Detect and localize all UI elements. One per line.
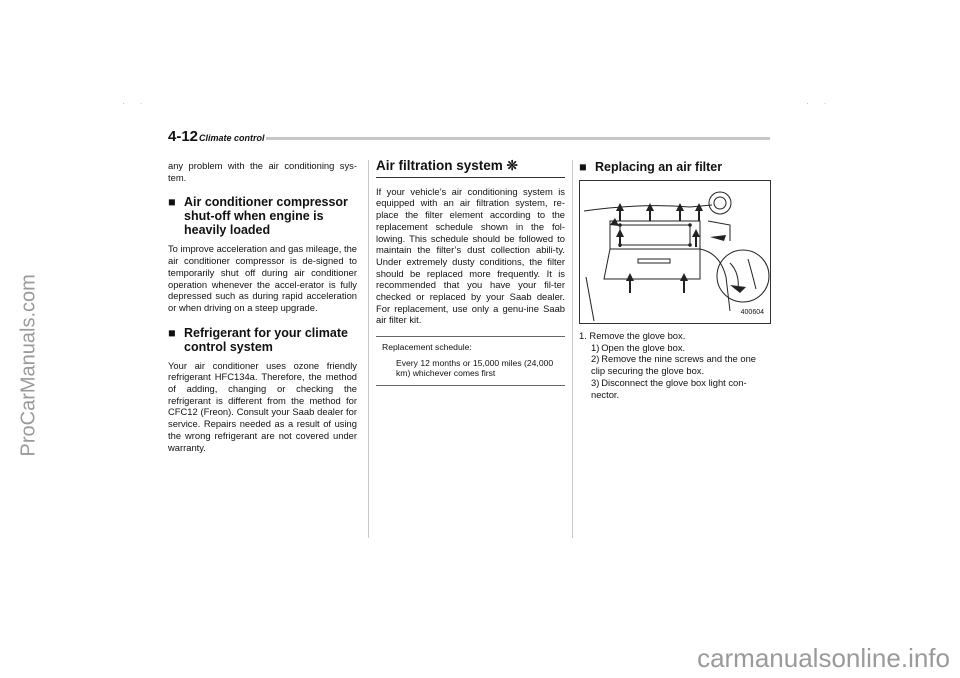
step-1-2: 2) Remove the nine screws and the one clip securing the glove box. <box>591 353 756 377</box>
column-3 <box>579 160 769 400</box>
square-bullet-icon: ■ <box>579 160 587 174</box>
option-symbol-icon: ❊ <box>506 158 518 173</box>
crop-mark: · · <box>122 98 149 108</box>
column-divider <box>572 160 573 538</box>
step-1: 1. Remove the glove box. <box>579 330 686 341</box>
intro-paragraph: any problem with the air conditioning sys-tem. <box>168 160 357 183</box>
column-1 <box>168 160 357 453</box>
crop-mark: · · <box>806 98 833 108</box>
replacing-filter-heading-text: Replacing an air filter <box>595 160 723 174</box>
refrigerant-heading-text: Refrigerant for your climate control system <box>184 325 348 354</box>
air-filtration-heading-text: Air filtration system <box>376 158 503 173</box>
schedule-label: Replacement schedule: <box>382 342 472 353</box>
replacement-schedule-box <box>376 336 565 386</box>
air-filtration-heading <box>376 160 565 178</box>
compressor-heading <box>168 195 357 237</box>
glove-box-illustration <box>579 180 771 324</box>
step-1-1: 1) Open the glove box. <box>591 341 686 353</box>
compressor-paragraph: To improve acceleration and gas mileage, the air conditioner compressor is de-signed to temporarily shut off during air conditioner operation whenever the accel-erator is fully depressed such as during rapid acceleration or when driving on a steep upgrade. <box>168 243 357 313</box>
glove-box-drawing <box>580 181 770 323</box>
section-title: Climate control <box>199 133 265 143</box>
square-bullet-icon: ■ <box>168 325 176 340</box>
column-2 <box>376 160 565 386</box>
air-filtration-paragraph: If your vehicle’s air conditioning system is equipped with an air filtration system, re-place the filter element according to the replacement schedule shown in the fol-lowing. This schedule should be followed to maintain the filter’s dust collection abili-ty. Under extremely dusty conditions, the filter should be replaced more frequently. It is recommended that you have your fil-ter checked or replaced by your Saab dealer. For replacement, use only a genu-ine Saab air filter kit. <box>376 185 565 326</box>
refrigerant-heading <box>168 326 357 354</box>
page-number: 4-12 <box>168 128 199 145</box>
bottom-watermark: carmanualsonline.info <box>697 643 950 673</box>
compressor-heading-text: Air conditioner compressor shut-off when engine is heavily loaded <box>184 195 348 238</box>
schedule-detail: Every 12 months or 15,000 miles (24,000 km) whichever comes first <box>396 357 554 379</box>
side-watermark: ProCarManuals.com <box>17 274 40 457</box>
removal-steps <box>579 330 769 400</box>
square-bullet-icon: ■ <box>168 195 176 210</box>
header-rule <box>266 137 770 140</box>
figure-id: 400604 <box>740 309 764 317</box>
step-1-3: 3) Disconnect the glove box light con-nector. <box>591 376 747 400</box>
refrigerant-paragraph: Your air conditioner uses ozone friendly refrigerant HFC134a. Therefore, the method of adding, changing or checking the refrigerant is different from the method for CFC12 (Freon). Consult your Saab dealer for service. Repairs needed as a result of using the wrong refrigerant are not covered under warranty. <box>168 359 357 453</box>
replacing-filter-heading <box>579 160 769 174</box>
column-divider <box>368 160 369 538</box>
